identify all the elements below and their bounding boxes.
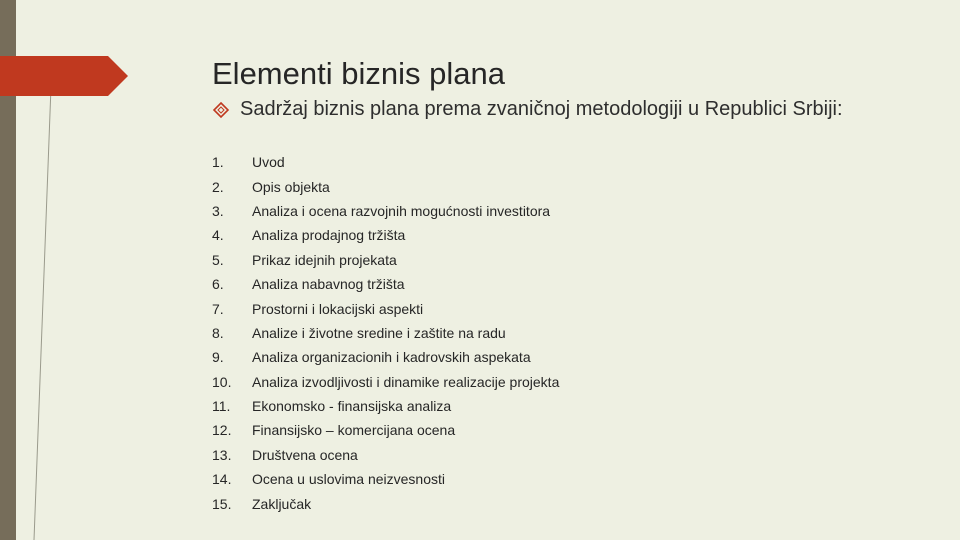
list-item: [212, 321, 559, 345]
list-item-text: Ocena u uslovima neizvesnosti: [252, 471, 445, 488]
list-item-number: 8.: [212, 324, 224, 341]
list-item-text: Opis objekta: [252, 178, 330, 195]
slide-title: Elementi biznis plana: [212, 56, 505, 91]
intro-text: Sadržaj biznis plana prema zvaničnoj metodologiji u Republici Srbiji:: [240, 98, 843, 120]
list-item: [212, 394, 559, 418]
list-item: [212, 272, 559, 296]
list-item-text: Analize i životne sredine i zaštite na radu: [252, 324, 506, 341]
list-item: [212, 443, 559, 467]
list-item-number: 3.: [212, 202, 224, 219]
list-item-number: 13.: [212, 446, 232, 463]
list-item-text: Analiza nabavnog tržišta: [252, 276, 405, 293]
content-list: [212, 150, 559, 516]
list-item: [212, 150, 559, 174]
list-item-text: Finansijsko – komercijana ocena: [252, 422, 456, 439]
list-item-number: 9.: [212, 349, 224, 366]
list-item-text: Društvena ocena: [252, 446, 358, 463]
list-item: [212, 370, 559, 394]
diamond-outline-icon: [212, 101, 230, 119]
accent-arrow-shape: [0, 56, 128, 96]
list-item: [212, 223, 559, 247]
list-item-number: 10.: [212, 373, 232, 390]
list-item-text: Uvod: [252, 154, 285, 171]
list-item-number: 5.: [212, 251, 224, 268]
list-item: [212, 467, 559, 491]
list-item-number: 11.: [212, 398, 231, 415]
list-item-text: Analiza organizacionih i kadrovskih aspekata: [252, 349, 531, 366]
list-item-text: Analiza i ocena razvojnih mogućnosti investitora: [252, 202, 551, 219]
list-item-text: Zaključak: [252, 495, 312, 512]
list-item-text: Analiza prodajnog tržišta: [252, 227, 406, 244]
list-item-number: 4.: [212, 227, 224, 244]
list-item: [212, 418, 559, 442]
intro-paragraph: [212, 99, 872, 120]
list-item-text: Prostorni i lokacijski aspekti: [252, 300, 424, 317]
list-item-number: 7.: [212, 300, 224, 317]
list-item: [212, 199, 559, 223]
list-item: [212, 345, 559, 369]
list-item-text: Analiza izvodljivosti i dinamike realizacije projekta: [252, 373, 560, 390]
list-item: [212, 248, 559, 272]
list-item-number: 2.: [212, 178, 224, 195]
list-item-number: 15.: [212, 495, 232, 512]
list-item-text: Ekonomsko - finansijska analiza: [252, 398, 452, 415]
list-item-number: 14.: [212, 471, 232, 488]
list-item-text: Prikaz idejnih projekata: [252, 251, 397, 268]
list-item-number: 1.: [212, 154, 224, 171]
list-item: [212, 174, 559, 198]
list-item-number: 12.: [212, 422, 232, 439]
list-item: [212, 491, 559, 515]
list-item: [212, 296, 559, 320]
list-item-number: 6.: [212, 276, 224, 293]
